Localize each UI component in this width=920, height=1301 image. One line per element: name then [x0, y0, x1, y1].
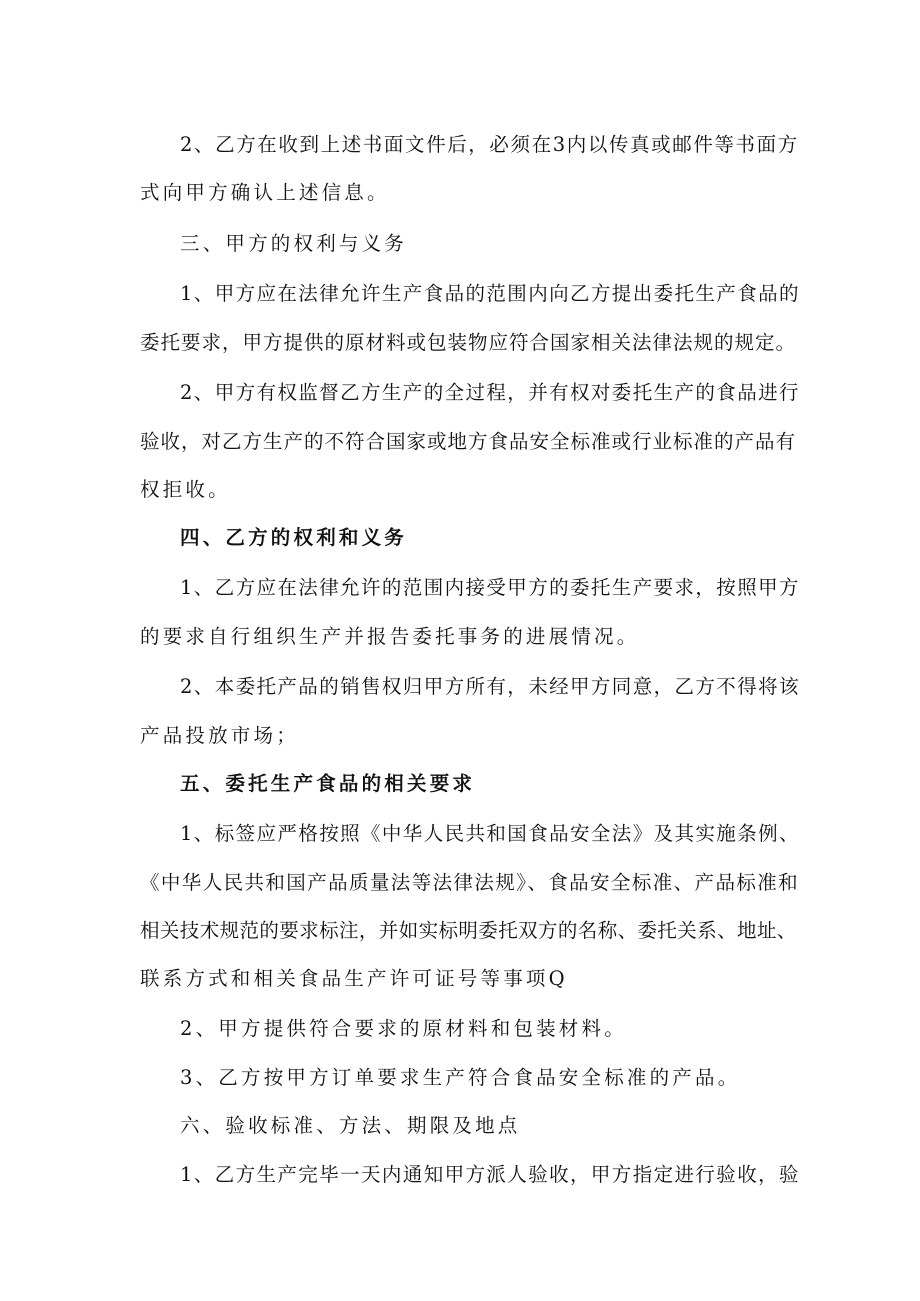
paragraph-line: 《中华人民共和国产品质量法等法律法规》、食品安全标准、产品标准和 [140, 871, 800, 894]
paragraph-line: 2、甲方提供符合要求的原材料和包装材料。 [180, 1017, 627, 1040]
section-heading: 五、委托生产食品的相关要求 [180, 772, 476, 795]
section-heading: 六、验收标准、方法、期限及地点 [180, 1114, 521, 1137]
paragraph-line: 1、乙方应在法律允许的范围内接受甲方的委托生产要求，按照甲方 [180, 576, 800, 599]
paragraph-line: 3、乙方按甲方订单要求生产符合食品安全标准的产品。 [180, 1066, 741, 1089]
paragraph-line: 2、乙方在收到上述书面文件后，必须在3内以传真或邮件等书面方 [180, 133, 799, 156]
section-heading: 四、乙方的权利和义务 [180, 526, 408, 549]
paragraph-line: 相关技术规范的要求标注，并如实标明委托双方的名称、委托关系、地址、 [140, 919, 797, 942]
paragraph-line: 联系方式和相关食品生产许可证号等事项Q [140, 967, 568, 990]
paragraph-line: 1、乙方生产完毕一天内通知甲方派人验收，甲方指定进行验收，验 [180, 1163, 800, 1186]
paragraph-line: 1、标签应严格按照《中华人民共和国食品安全法》及其实施条例、 [180, 822, 800, 845]
paragraph-line: 验收，对乙方生产的不符合国家或地方食品安全标准或行业标准的产品有 [140, 430, 797, 453]
paragraph-line: 式向甲方确认上述信息。 [140, 181, 390, 204]
paragraph-line: 2、本委托产品的销售权归甲方所有，未经甲方同意，乙方不得将该 [180, 675, 800, 698]
section-heading: 三、甲方的权利与义务 [180, 232, 408, 255]
paragraph-line: 的要求自行组织生产并报告委托事务的进展情况。 [140, 625, 640, 648]
paragraph-line: 2、甲方有权监督乙方生产的全过程，并有权对委托生产的食品进行 [180, 381, 800, 404]
paragraph-line: 权拒收。 [140, 478, 231, 501]
paragraph-line: 委托要求，甲方提供的原材料或包装物应符合国家相关法律法规的规定。 [140, 331, 797, 354]
paragraph-line: 1、甲方应在法律允许生产食品的范围内向乙方提出委托生产食品的 [180, 282, 800, 305]
paragraph-line: 产品投放市场； [140, 724, 299, 747]
